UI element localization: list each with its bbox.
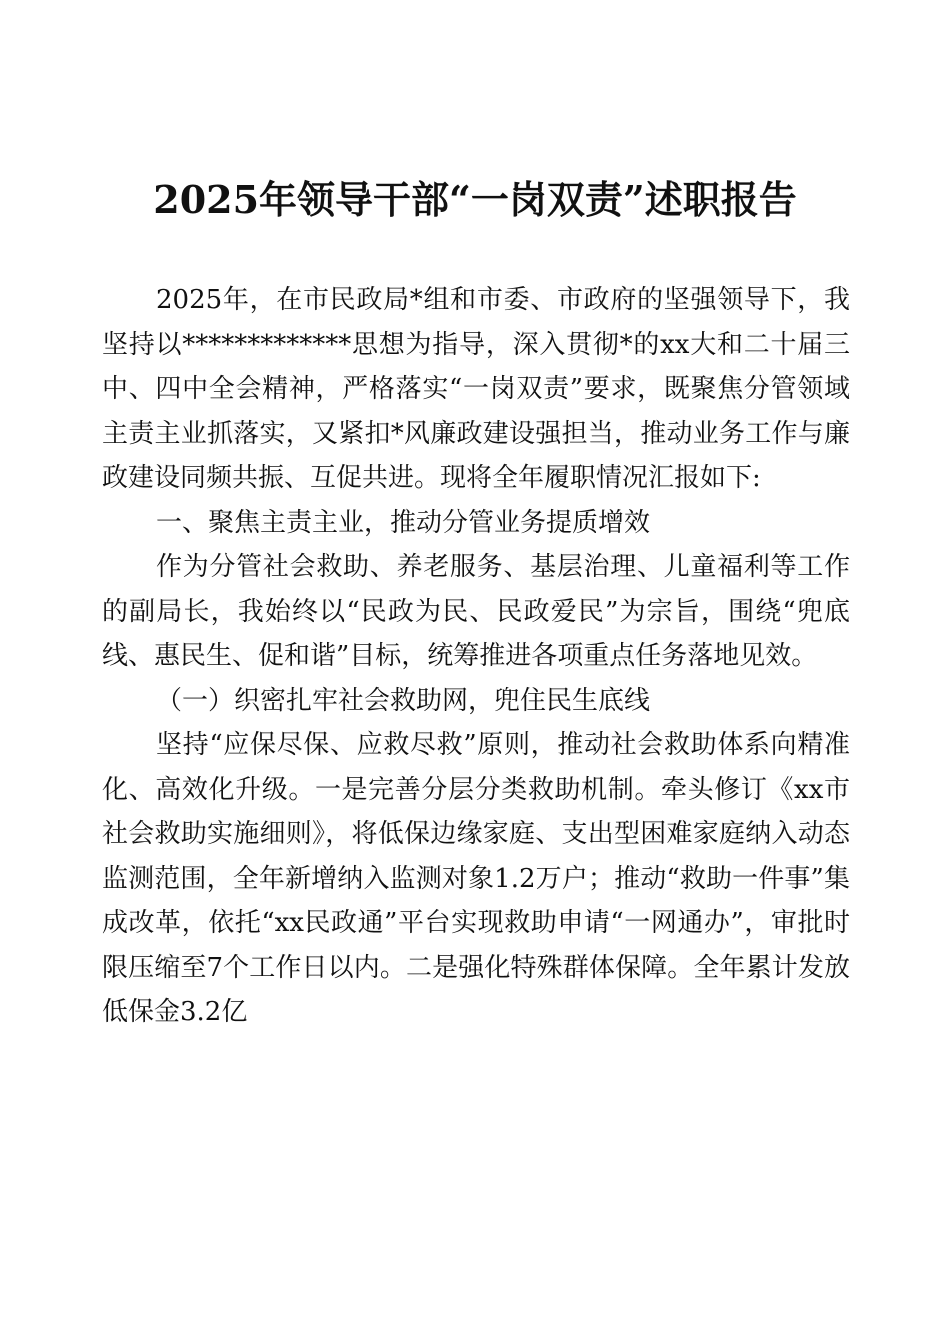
document-title: 2025年领导干部“一岗双责”述职报告 bbox=[153, 177, 797, 222]
section-heading-1: 一、聚焦主责主业，推动分管业务提质增效 bbox=[156, 507, 651, 538]
document-body bbox=[102, 278, 850, 1035]
intro-paragraph: 2025年，在市民政局*组和市委、市政府的坚强领导下，我坚持以*************思想为指导，深入贯彻*的xx大和二十届三中、四中全会精神，严格落实“一岗双责”要求，既聚焦分管领域主责主业抓落实，又紧扣*风廉政建设强担当，推动业务工作与廉政建设同频共振、互促共进。现将全年履职情况汇报如下: bbox=[102, 285, 850, 493]
subsection-heading-1: （一）织密扎牢社会救助网，兜住民生底线 bbox=[156, 685, 651, 716]
section-1-paragraph: 作为分管社会救助、养老服务、基层治理、儿童福利等工作的副局长，我始终以“民政为民、民政爱民”为宗旨，围绕“兜底线、惠民生、促和谐”目标，统筹推进各项重点任务落地见效。 bbox=[102, 552, 850, 671]
subsection-1-paragraph: 坚持“应保尽保、应救尽救”原则，推动社会救助体系向精准化、高效化升级。一是完善分层分类救助机制。牵头修订《xx市社会救助实施细则》，将低保边缘家庭、支出型困难家庭纳入动态监测范围，全年新增纳入监测对象1.2万户；推动“救助一件事”集成改革，依托“xx民政通”平台实现救助申请“一网通办”，审批时限压缩至7个工作日以内。二是强化特殊群体保障。全年累计发放低保金3.2亿 bbox=[102, 730, 850, 1027]
